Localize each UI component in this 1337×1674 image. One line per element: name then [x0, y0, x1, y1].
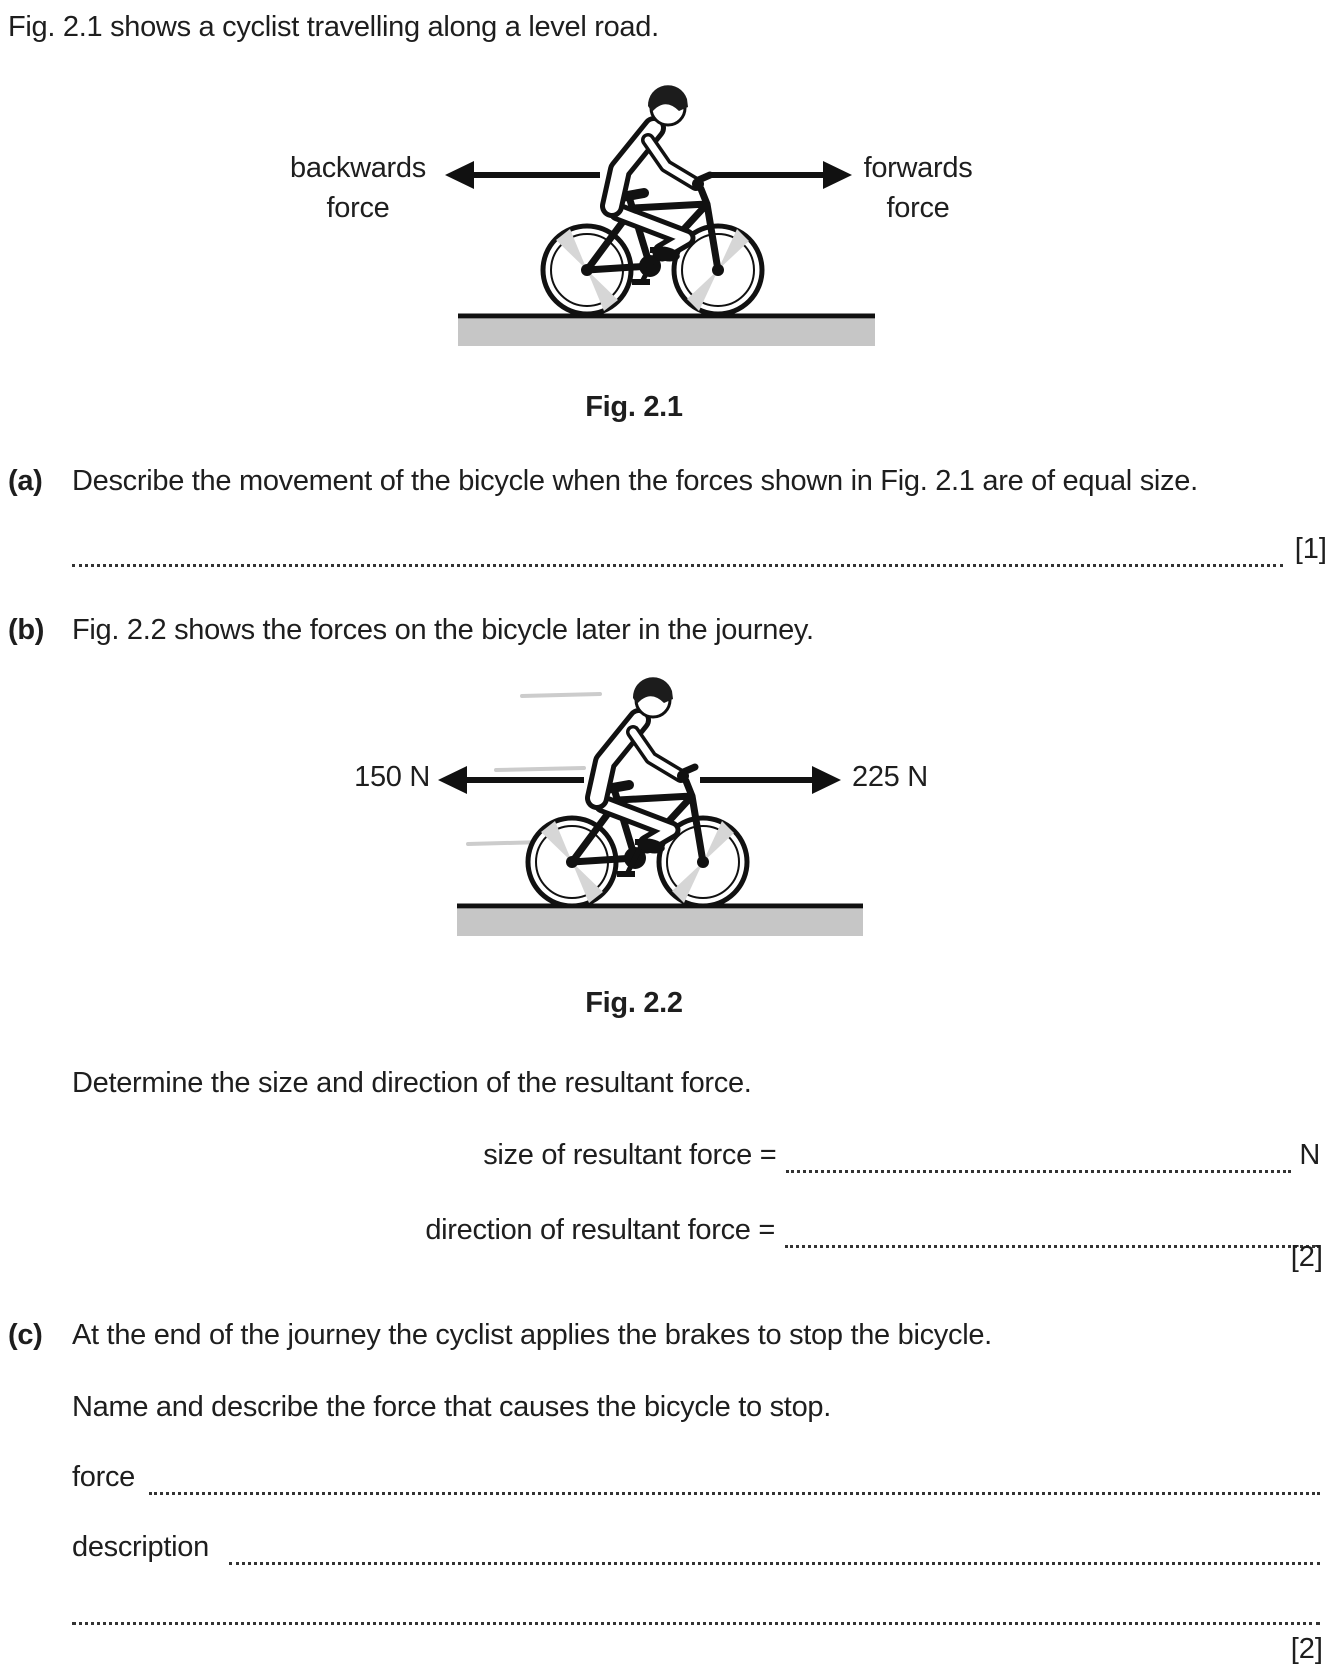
road-surface: [458, 319, 875, 346]
force-label: force: [72, 1461, 135, 1493]
fig-2-2-caption: Fig. 2.2: [585, 987, 683, 1019]
size-unit: N: [1299, 1139, 1320, 1171]
marks-a: [1]: [1294, 533, 1327, 565]
left-force-value: 150 N: [354, 761, 430, 793]
description-answer-row: [72, 1530, 1320, 1565]
marks-b: [2]: [1290, 1241, 1323, 1273]
description-label: description: [72, 1531, 209, 1563]
size-label: size of resultant force =: [483, 1139, 777, 1171]
description-answer-blank[interactable]: [229, 1536, 1320, 1565]
description-answer-blank-line2[interactable]: [72, 1598, 1320, 1625]
right-force-value: 225 N: [852, 761, 928, 793]
road-surface: [457, 909, 863, 936]
backwards-force-arrow-icon: [445, 161, 600, 189]
question-b-text: Determine the size and direction of the resultant force.: [72, 1067, 752, 1099]
question-c: [8, 1318, 1288, 1353]
forwards-force-label: forwards force: [863, 152, 973, 224]
intro-text: Fig. 2.1 shows a cyclist travelling along a level road.: [8, 11, 659, 43]
fig-2-1-caption: Fig. 2.1: [585, 391, 683, 423]
direction-answer-blank[interactable]: [785, 1219, 1320, 1248]
question-c-text: Name and describe the force that causes the bicycle to stop.: [72, 1391, 831, 1423]
question-a-text: Describe the movement of the bicycle when the forces shown in Fig. 2.1 are of equal size.: [72, 465, 1198, 497]
fig-2-1-diagram: [445, 85, 875, 346]
force-answer-row: [72, 1460, 1320, 1495]
question-b-intro-text: Fig. 2.2 shows the forces on the bicycle later in the journey.: [72, 614, 814, 646]
question-a: [8, 464, 1288, 499]
question-b-intro: [8, 613, 1288, 648]
backwards-force-label: backwards force: [290, 152, 426, 224]
marks-c: [2]: [1290, 1633, 1323, 1665]
force-answer-blank[interactable]: [149, 1466, 1320, 1495]
fig-2-2-diagram: [438, 677, 863, 936]
question-c-label: (c): [8, 1319, 43, 1351]
direction-answer-row: [425, 1213, 1320, 1248]
question-a-label: (a): [8, 465, 43, 497]
direction-label: direction of resultant force =: [425, 1214, 775, 1246]
right-force-arrow-icon: [700, 766, 841, 794]
size-answer-row: [483, 1138, 1320, 1173]
question-b-label: (b): [8, 614, 45, 646]
answer-row-a: [72, 532, 1327, 567]
size-answer-blank[interactable]: [786, 1144, 1291, 1173]
question-c-statement: At the end of the journey the cyclist applies the brakes to stop the bicycle.: [72, 1319, 992, 1351]
answer-line-a[interactable]: [72, 538, 1283, 567]
